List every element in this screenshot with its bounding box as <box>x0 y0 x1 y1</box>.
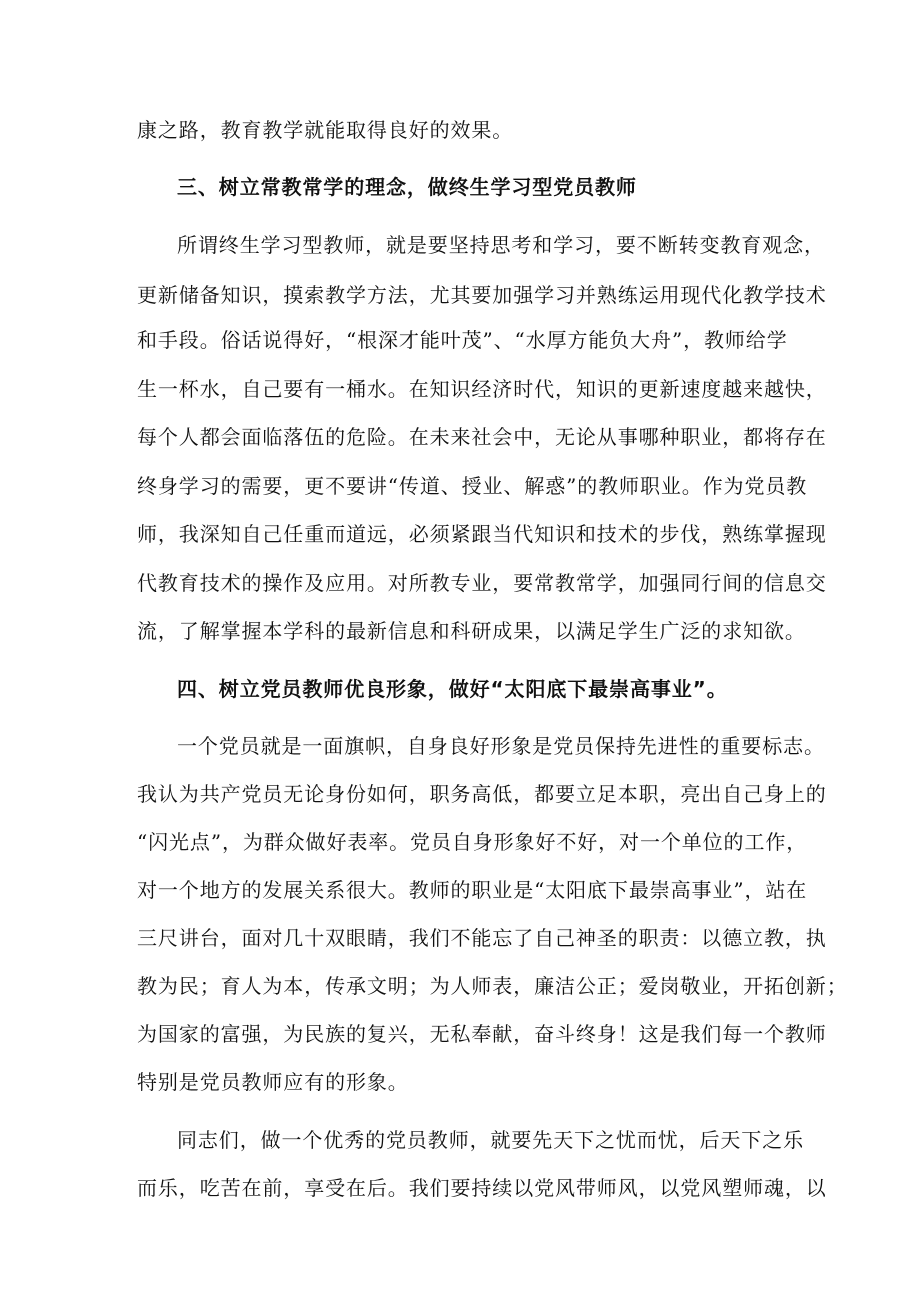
body-line: 终身学习的需要，更不要讲“传道、授业、解惑”的教师职业。作为党员教 <box>137 474 808 498</box>
body-line: 流，了解掌握本学科的最新信息和科研成果，以满足学生广泛的求知欲。 <box>137 619 806 643</box>
section-heading: 四、树立党员教师优良形象，做好“太阳底下最崇高事业”。 <box>177 677 728 701</box>
body-line: 一个党员就是一面旗帜，自身良好形象是党员保持先进性的重要标志。 <box>177 734 825 758</box>
body-line: 为国家的富强，为民族的复兴，无私奉献，奋斗终身！这是我们每一个教师 <box>137 1022 827 1046</box>
body-line: 生一杯水，自己要有一桶水。在知识经济时代，知识的更新速度越来越快， <box>137 377 827 401</box>
body-line: 师，我深知自己任重而道远，必须紧跟当代知识和技术的步伐，熟练掌握现 <box>137 522 827 546</box>
body-line: 所谓终生学习型教师，就是要坚持思考和学习，要不断转变教育观念， <box>177 233 825 257</box>
body-line: 而乐，吃苦在前，享受在后。我们要持续以党风带师风，以党风塑师魂，以 <box>137 1176 827 1200</box>
body-line: 代教育技术的操作及应用。对所教专业，要常教常学，加强同行间的信息交 <box>137 571 827 595</box>
body-line: 每个人都会面临落伍的危险。在未来社会中，无论从事哪种职业，都将存在 <box>137 425 827 449</box>
body-line: 和手段。俗话说得好，“根深才能叶茂”、“水厚方能负大舟”，教师给学 <box>137 328 788 352</box>
body-line: “闪光点”，为群众做好表率。党员自身形象好不好，对一个单位的工作， <box>137 830 808 854</box>
body-line: 同志们，做一个优秀的党员教师，就要先天下之忧而忧，后天下之乐 <box>177 1128 804 1152</box>
body-line: 我认为共产党员无论身份如何，职务高低，都要立足本职，亮出自己身上的 <box>137 782 827 806</box>
body-line: 教为民；育人为本，传承文明；为人师表，廉洁公正；爱岗敬业，开拓创新； <box>137 974 848 998</box>
body-line: 特别是党员教师应有的形象。 <box>137 1070 409 1094</box>
body-line: 对一个地方的发展关系很大。教师的职业是“太阳底下最崇高事业”，站在 <box>137 878 808 902</box>
body-line: 三尺讲台，面对几十双眼睛，我们不能忘了自己神圣的职责：以德立教，执 <box>137 926 827 950</box>
section-heading: 三、树立常教常学的理念，做终生学习型党员教师 <box>177 175 637 199</box>
body-line: 更新储备知识，摸索教学方法，尤其要加强学习并熟练运用现代化教学技术 <box>137 283 827 307</box>
body-line: 康之路，教育教学就能取得良好的效果。 <box>137 118 514 142</box>
